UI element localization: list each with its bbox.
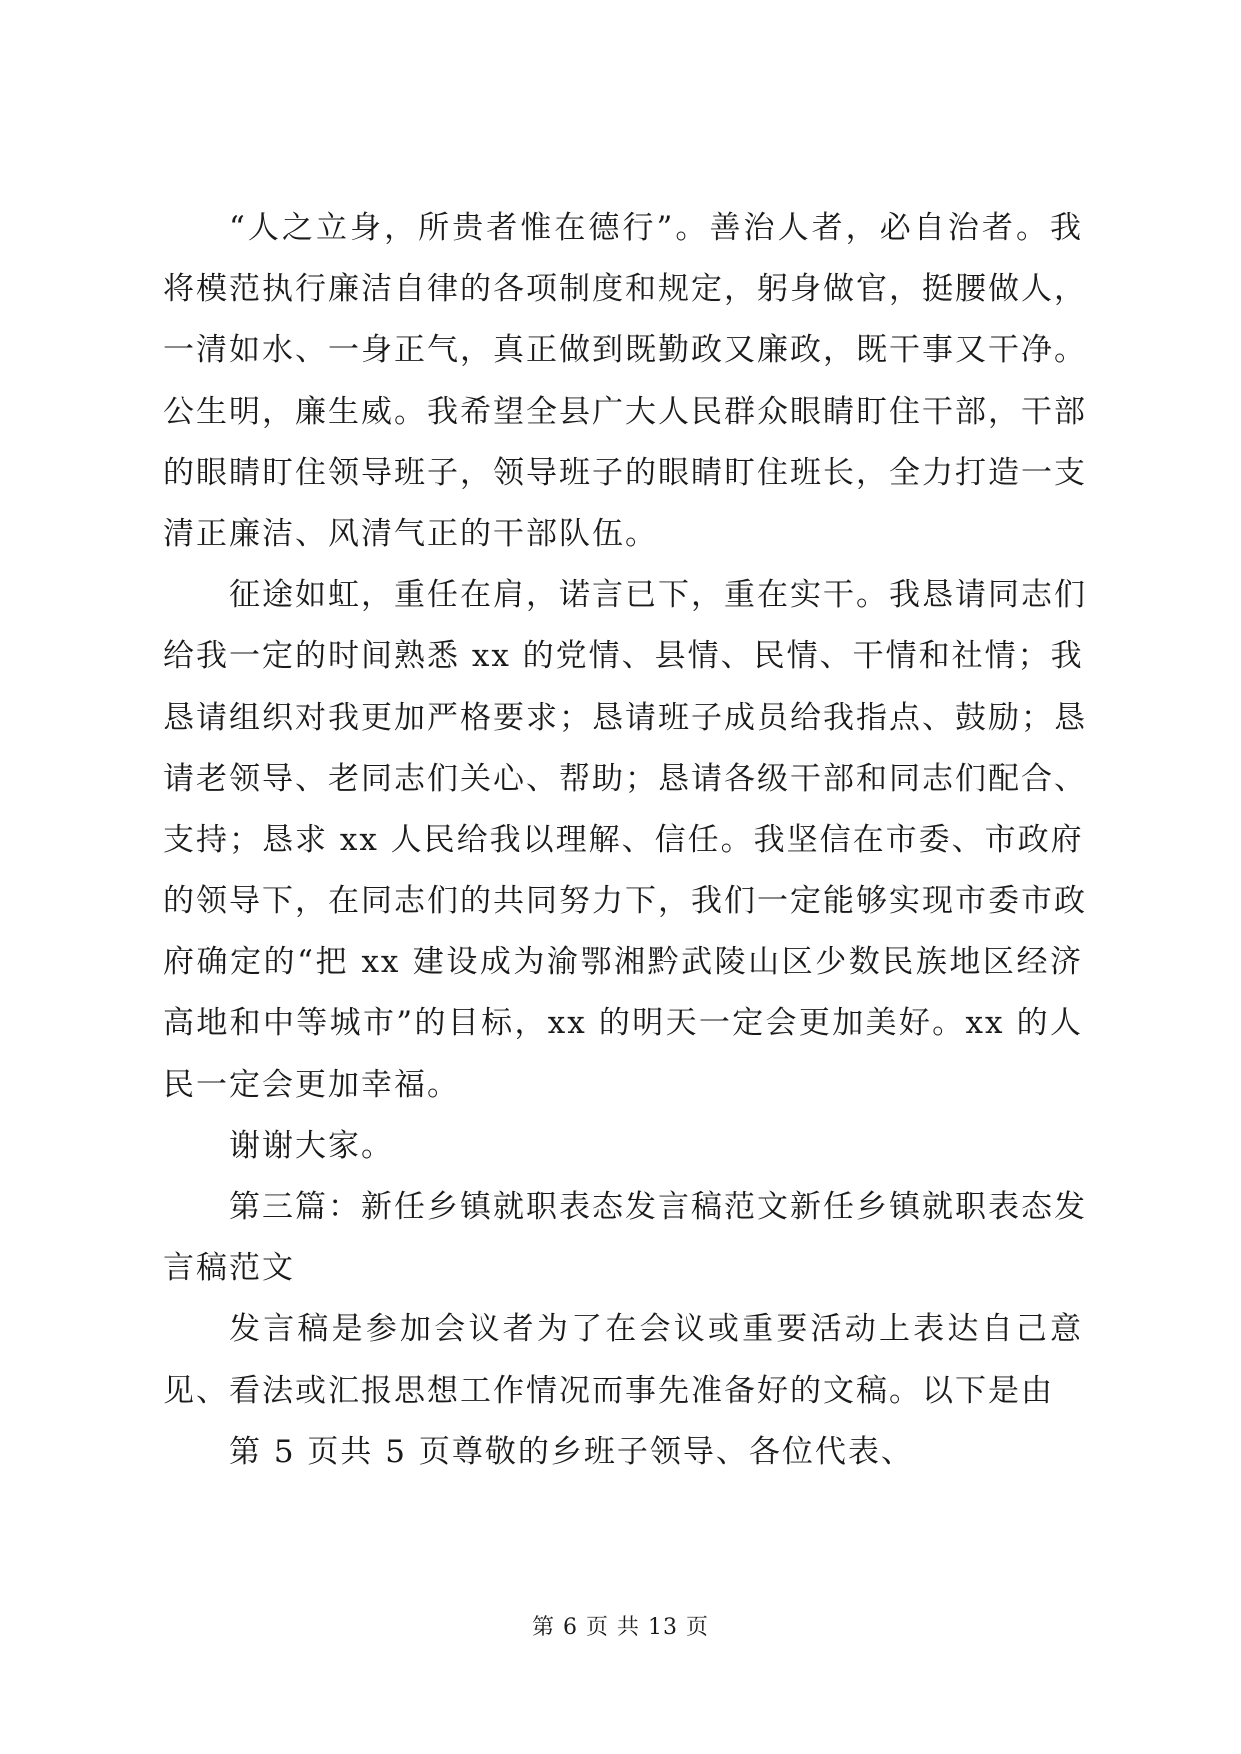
text-line: 民一定会更加幸福。 <box>163 1066 460 1103</box>
text-line: 谢谢大家。 <box>229 1127 394 1164</box>
paragraph <box>163 1422 1083 1483</box>
text-line: 第 5 页共 5 页尊敬的乡班子领导、各位代表、 <box>229 1433 914 1470</box>
text-line: 发言稿是参加会议者为了在会议或重要活动上表达自己意 <box>229 1311 1083 1348</box>
text-line: 恳请组织对我更加严格要求；恳请班子成员给我指点、鼓励；恳 <box>163 699 1087 736</box>
text-line: 请老领导、老同志们关心、帮助；恳请各级干部和同志们配合、 <box>163 760 1087 797</box>
section-heading <box>163 1177 1087 1299</box>
text-line: 公生明，廉生威。我希望全县广大人民群众眼睛盯住干部，干部 <box>163 393 1087 430</box>
page-number-label: 第 6 页 共 13 页 <box>532 1615 709 1640</box>
paragraph <box>163 1299 1083 1421</box>
paragraph <box>163 198 1087 565</box>
text-line: 一清如水、一身正气，真正做到既勤政又廉政，既干事又干净。 <box>163 332 1087 369</box>
paragraph <box>163 1116 1083 1177</box>
text-line: “人之立身，所贵者惟在德行”。善治人者，必自治者。我 <box>229 210 1083 246</box>
paragraph <box>163 565 1087 1116</box>
text-line: 征途如虹，重任在肩，诺言已下，重在实干。我恳请同志们 <box>229 577 1087 614</box>
text-line: 见、看法或汇报思想工作情况而事先准备好的文稿。以下是由 <box>163 1372 1054 1409</box>
text-line: 清正廉洁、风清气正的干部队伍。 <box>163 515 658 552</box>
text-line: 给我一定的时间熟悉 xx 的党情、县情、民情、干情和社情；我 <box>163 638 1084 675</box>
text-line: 支持；恳求 xx 人民给我以理解、信任。我坚信在市委、市政府 <box>163 821 1084 858</box>
page-footer <box>0 1610 1241 1641</box>
text-line: 言稿范文 <box>163 1250 295 1287</box>
text-line: 高地和中等城市”的目标，xx 的明天一定会更加美好。xx 的人 <box>163 1005 1083 1042</box>
text-line: 的领导下，在同志们的共同努力下，我们一定能够实现市委市政 <box>163 883 1087 920</box>
text-line: 的眼睛盯住领导班子，领导班子的眼睛盯住班长，全力打造一支 <box>163 454 1087 491</box>
text-line: 第三篇：新任乡镇就职表态发言稿范文新任乡镇就职表态发 <box>229 1189 1087 1225</box>
text-line: 将模范执行廉洁自律的各项制度和规定，躬身做官，挺腰做人， <box>163 271 1087 308</box>
text-line: 府确定的“把 xx 建设成为渝鄂湘黔武陵山区少数民族地区经济 <box>163 944 1083 981</box>
document-body <box>163 198 1087 1483</box>
